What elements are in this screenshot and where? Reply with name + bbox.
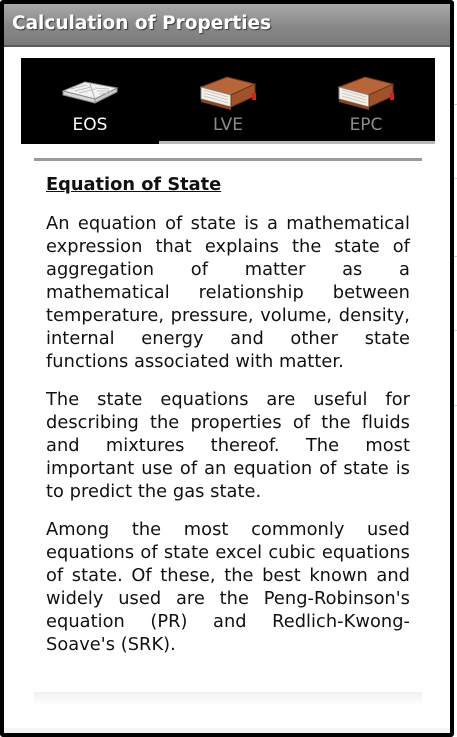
tab-epc[interactable] xyxy=(297,58,435,144)
tab-indicator xyxy=(159,141,297,144)
scroll-fade xyxy=(34,692,422,706)
document-paragraph: Among the most commonly used equations of state excel cubic equations of state. Of these, the best known and widely used are the Peng-Robinson's equation (PR) and Redlich-Kwong-Soave's (SRK). xyxy=(46,519,410,655)
dialog-title-bar xyxy=(4,4,450,47)
document-paragraph: An equation of state is a mathematical expression that explains the state of aggregation of matter as a mathematical relationship between temperature, pressure, volume, density, internal energy and other state functions associated with matter. xyxy=(46,213,410,372)
document-paragraph: The state equations are useful for describing the properties of the fluids and mixtures thereof. The most important use of an equation of state is to predict the gas state. xyxy=(46,389,410,502)
tab-label: EPC xyxy=(349,115,383,135)
content-scroll-area[interactable] xyxy=(34,158,422,706)
closed-book-icon xyxy=(335,74,397,118)
tab-eos[interactable] xyxy=(21,58,159,144)
tab-lve[interactable] xyxy=(159,58,297,144)
dialog-title: Calculation of Properties xyxy=(12,13,272,34)
document-body xyxy=(34,161,422,656)
tab-label: LVE xyxy=(213,115,243,135)
dialog-bottom-bar xyxy=(4,728,450,733)
open-book-icon xyxy=(59,74,121,112)
tab-indicator xyxy=(297,141,435,144)
tab-bar xyxy=(21,58,435,144)
closed-book-icon xyxy=(197,74,259,118)
document-heading: Equation of State xyxy=(46,174,222,195)
tab-label: EOS xyxy=(72,115,108,135)
